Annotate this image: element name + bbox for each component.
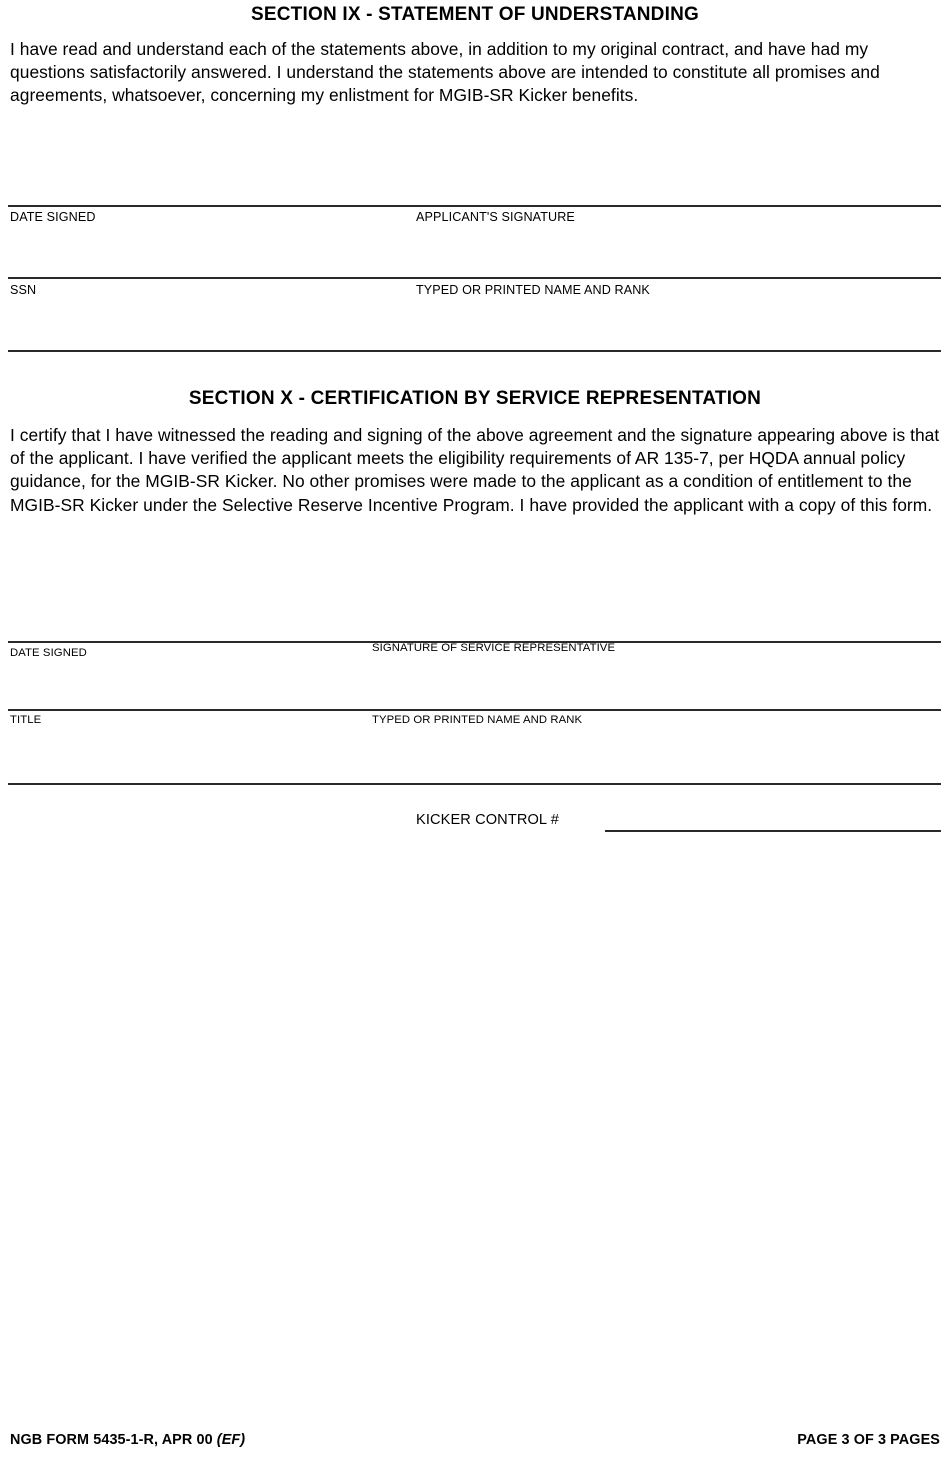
- field-label-ssn: SSN: [10, 283, 37, 297]
- section-x-rule-3: [8, 783, 941, 785]
- input-date-signed-representative[interactable]: [8, 643, 368, 708]
- input-signature-of-service-representative[interactable]: [370, 643, 941, 708]
- section-ix-rule-3: [8, 350, 941, 352]
- input-applicants-signature[interactable]: [414, 207, 941, 275]
- input-ssn[interactable]: [8, 279, 412, 348]
- field-label-kicker-control-number: KICKER CONTROL #: [416, 812, 559, 828]
- input-kicker-control-number[interactable]: [605, 808, 941, 832]
- section-ix-heading: SECTION IX - STATEMENT OF UNDERSTANDING: [251, 4, 699, 25]
- field-label-date-signed-representative: DATE SIGNED: [10, 647, 87, 659]
- footer-page-number: PAGE 3 OF 3 PAGES: [797, 1432, 940, 1448]
- field-label-applicants-signature: APPLICANT'S SIGNATURE: [416, 210, 575, 224]
- field-label-typed-or-printed-name-and-rank-applicant: TYPED OR PRINTED NAME AND RANK: [416, 283, 650, 297]
- field-label-title: TITLE: [10, 714, 42, 726]
- field-label-date-signed-applicant: DATE SIGNED: [10, 210, 96, 224]
- input-date-signed-applicant[interactable]: [8, 207, 412, 275]
- footer-form-id: NGB FORM 5435-1-R, APR 00: [10, 1432, 213, 1448]
- input-typed-or-printed-name-and-rank-applicant[interactable]: [414, 279, 941, 348]
- section-x-body-text: I certify that I have witnessed the reading and signing of the above agreement and the signature appearing above is that of the applicant. I have verified the applicant meets the eligibility requirements of AR 135-7, per HQDA annual policy guidance, for the MGIB-SR Kicker. No other promises were made to the applicant as a condition of entitlement to the MGIB-SR Kicker under the Selective Reserve Incentive Program. I have provided the applicant with a copy of this form.: [10, 425, 940, 515]
- input-typed-or-printed-name-and-rank-representative[interactable]: [370, 711, 941, 782]
- footer-form-id-suffix: (EF): [216, 1432, 246, 1448]
- section-ix-body-text: I have read and understand each of the statements above, in addition to my original contract, and have had my questions satisfactorily answered. I understand the statements above are intended to constitute all promises and agreements, whatsoever, concerning my enlistment for MGIB-SR Kicker benefits.: [10, 39, 880, 106]
- section-x-heading: SECTION X - CERTIFICATION BY SERVICE REPRESENTATION: [188, 388, 762, 409]
- footer-form-identifier: [10, 1432, 245, 1448]
- field-label-signature-of-service-representative: SIGNATURE OF SERVICE REPRESENTATIVE: [372, 642, 616, 654]
- input-title[interactable]: [8, 711, 368, 782]
- field-label-typed-or-printed-name-and-rank-representative: TYPED OR PRINTED NAME AND RANK: [372, 714, 583, 726]
